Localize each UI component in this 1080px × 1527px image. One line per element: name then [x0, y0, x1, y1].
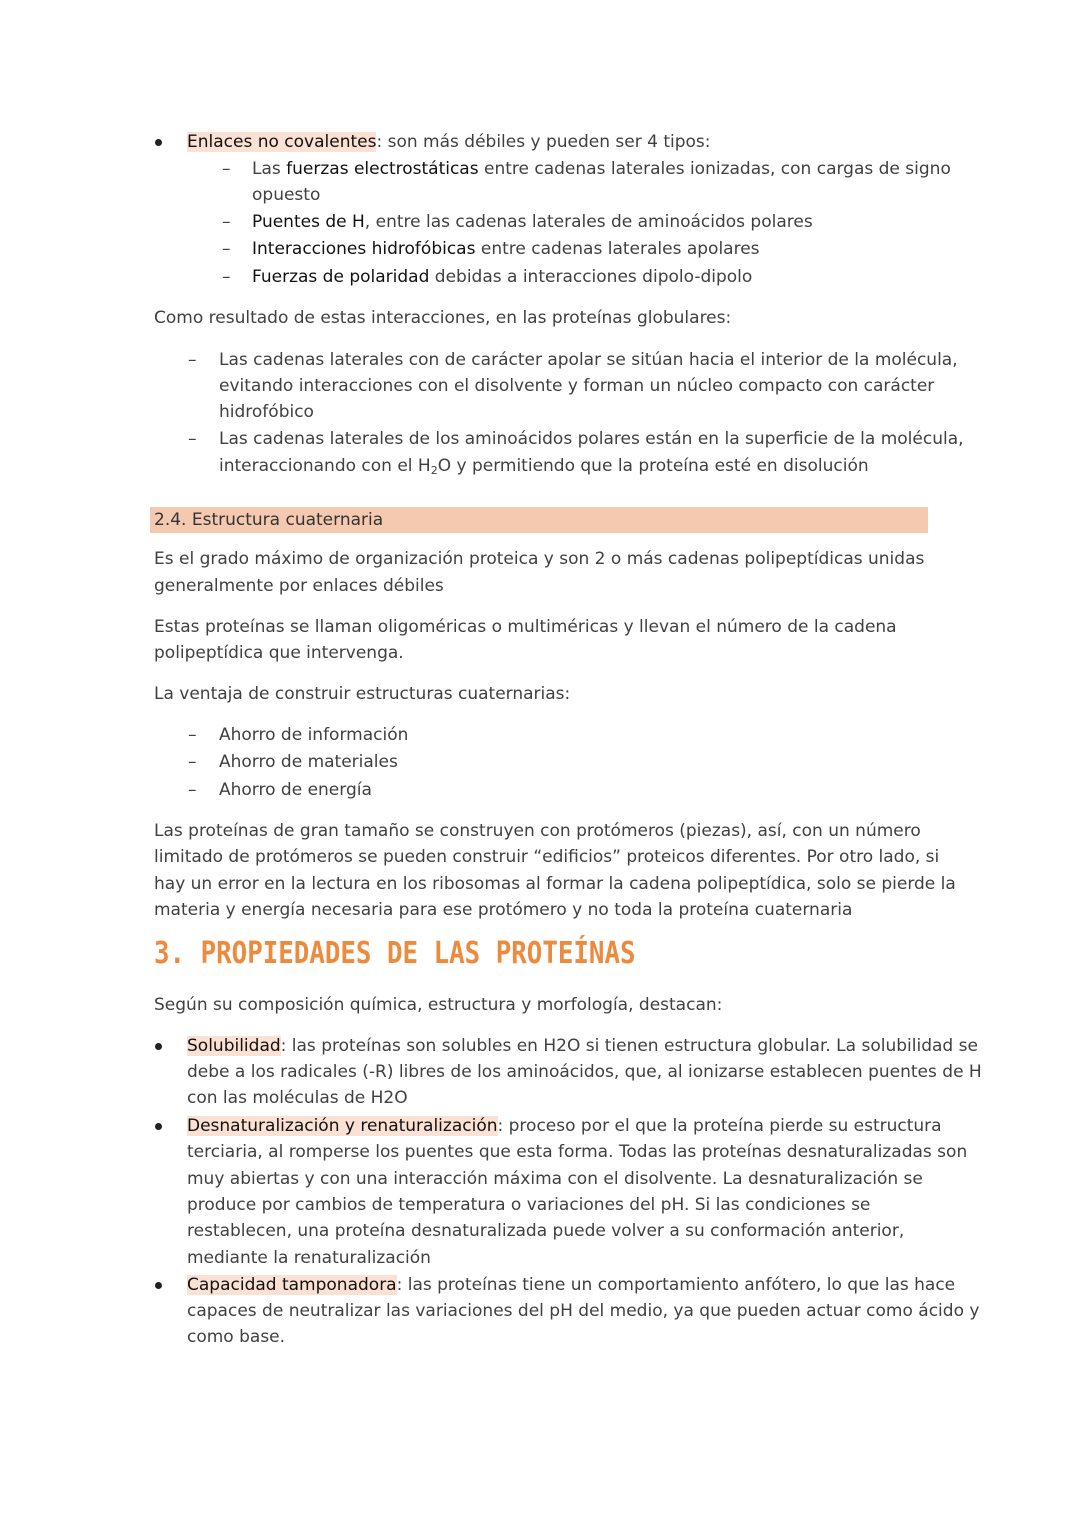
result-item2-l2: interaccionando con el $H_2O$ y permitiendo que la proteína esté en disolución	[219, 456, 869, 477]
sol-l1: Solubilidad: las proteínas son solubles en H2O si tienen estructura globular. La solubilidad se	[187, 1036, 978, 1056]
dash: –	[222, 159, 231, 179]
dash: –	[188, 725, 197, 745]
des-l2: terciaria, al romperse los puentes que esta forma. Todas las proteínas desnaturalizadas son	[187, 1142, 968, 1162]
dash: –	[222, 212, 231, 232]
chapter-heading: 3. PROPIEDADES DE LAS PROTEÍNAS	[154, 936, 636, 971]
sol-l3: con las moléculas de H2O	[187, 1088, 408, 1108]
dash: –	[222, 267, 231, 287]
tam-l3: como base.	[187, 1327, 286, 1347]
cuat-p1-l2: generalmente por enlaces débiles	[154, 576, 444, 596]
result-item1-l1: Las cadenas laterales con de carácter apolar se sitúan hacia el interior de la molécula,	[219, 350, 958, 370]
nc-line: Enlaces no covalentes: son más débiles y pueden ser 4 tipos:	[187, 132, 711, 152]
des-l4: produce por cambios de temperatura o variaciones del pH. Si las condiciones se	[187, 1195, 871, 1215]
sol-l2: debe a los radicales (-R) libres de los aminoácidos, que, al ionizarse establecen puentes de H	[187, 1062, 982, 1082]
nc-type-3: Interacciones hidrofóbicas entre cadenas laterales apolares	[252, 239, 760, 259]
cuat-p2-l2: polipeptídica que intervenga.	[154, 643, 404, 663]
cuat-p4-l3: hay un error en la lectura en los ribosomas al formar la cadena polipeptídica, solo se pierde la	[154, 874, 956, 894]
cuat-p4-l1: Las proteínas de gran tamaño se construyen con protómeros (piezas), así, con un número	[154, 821, 921, 841]
cuat-p2-l1: Estas proteínas se llaman oligoméricas o multiméricas y llevan el número de la cadena	[154, 617, 897, 637]
props-intro: Según su composición química, estructura y morfología, destacan:	[154, 995, 723, 1015]
nc-type-2: Puentes de H, entre las cadenas laterales de aminoácidos polares	[252, 212, 813, 232]
result-intro: Como resultado de estas interacciones, en las proteínas globulares:	[154, 308, 732, 328]
cuat-p3: La ventaja de construir estructuras cuaternarias:	[154, 684, 571, 704]
bullet	[155, 139, 162, 146]
cuat-p4-l4: materia y energía necesaria para ese protómero y no toda la proteína cuaternaria	[154, 900, 853, 920]
des-l1: Desnaturalización y renaturalización: proceso por el que la proteína pierde su estructura	[187, 1116, 942, 1136]
result-item1-l2: evitando interacciones con el disolvente y forman un núcleo compacto con carácter	[219, 376, 935, 396]
bullet	[155, 1282, 162, 1289]
bullet	[155, 1043, 162, 1050]
result-item1-l3: hidrofóbico	[219, 402, 314, 422]
des-l6: mediante la renaturalización	[187, 1248, 431, 1268]
nc-type-1-cont: opuesto	[252, 185, 321, 205]
result-item2-l1: Las cadenas laterales de los aminoácidos polares están en la superficie de la molécula,	[219, 429, 964, 449]
dash: –	[188, 780, 197, 800]
advantage-item: Ahorro de materiales	[219, 752, 398, 772]
advantage-item: Ahorro de energía	[219, 780, 372, 800]
dash: –	[188, 350, 197, 370]
nc-type-1: Las fuerzas electrostáticas entre cadenas laterales ionizadas, con cargas de signo	[252, 159, 951, 179]
dash: –	[188, 752, 197, 772]
advantage-item: Ahorro de información	[219, 725, 409, 745]
nc-term: Enlaces no covalentes	[187, 132, 377, 152]
des-l3: muy abiertas y con una interacción máxima con el disolvente. La desnaturalización se	[187, 1169, 923, 1189]
bullet	[155, 1123, 162, 1130]
des-l5: restablecen, una proteína desnaturalizada puede volver a su conformación anterior,	[187, 1221, 905, 1241]
nc-type-4: Fuerzas de polaridad debidas a interacciones dipolo-dipolo	[252, 267, 753, 287]
tam-l1: Capacidad tamponadora: las proteínas tiene un comportamiento anfótero, lo que las hace	[187, 1275, 956, 1295]
tam-l2: capaces de neutralizar las variaciones del pH del medio, ya que pueden actuar como ácido y	[187, 1301, 980, 1321]
cuat-p4-l2: limitado de protómeros se pueden construir “edificios” proteicos diferentes. Por otro lado, si	[154, 847, 940, 867]
cuat-p1-l1: Es el grado máximo de organización proteica y son 2 o más cadenas polipeptídicas unidas	[154, 549, 925, 569]
dash: –	[188, 429, 197, 449]
section-heading: 2.4. Estructura cuaternaria	[150, 507, 928, 533]
dash: –	[222, 239, 231, 259]
